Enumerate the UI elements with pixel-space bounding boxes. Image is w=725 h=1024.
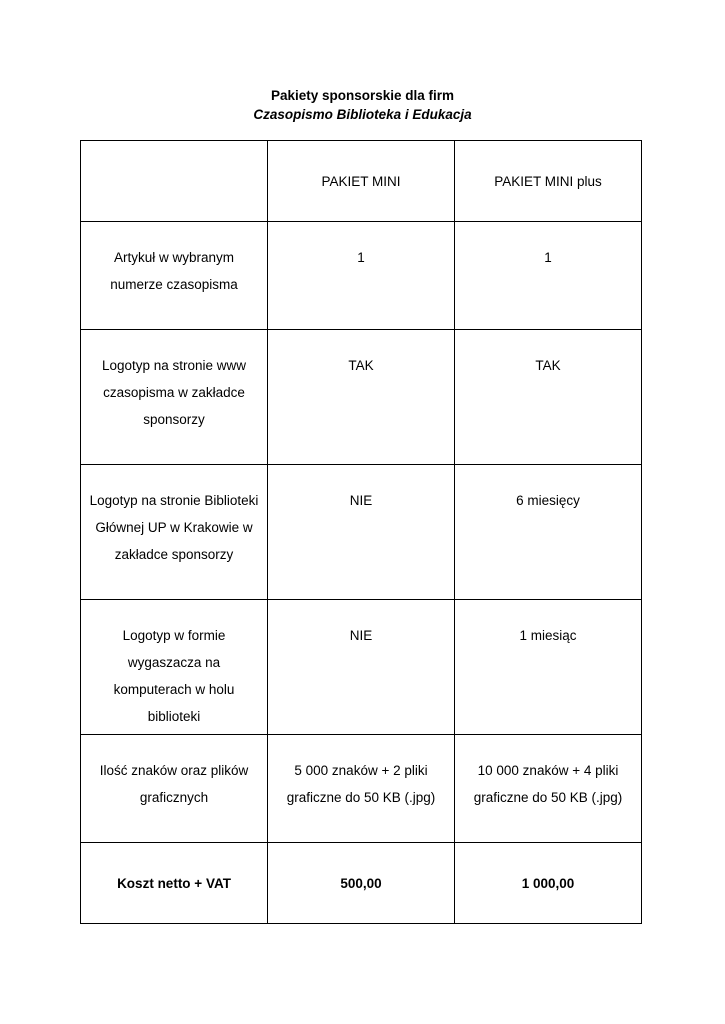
mini-value: 1	[357, 250, 365, 265]
cost-mini-plus-value: 1 000,00	[455, 843, 642, 924]
cost-mini-value: 500,00	[268, 843, 455, 924]
mini-value: NIE	[349, 493, 373, 508]
row-label: Ilość znaków oraz plików graficznych	[99, 763, 249, 805]
mini-plus-value: TAK	[535, 358, 561, 373]
mini-value: TAK	[348, 358, 374, 373]
mini-plus-value: 10 000 znaków + 4 pliki graficzne do 50 KB (.jpg)	[473, 763, 623, 805]
table-row	[81, 735, 642, 843]
sponsorship-packages-table	[80, 140, 642, 924]
mini-plus-value-cell	[455, 330, 642, 465]
document-title: Pakiety sponsorskie dla firm	[270, 88, 455, 103]
row-label: Logotyp na stronie www czasopisma w zakładce sponsorzy	[101, 358, 247, 427]
row-label-cell	[81, 330, 268, 465]
document-subtitle: Czasopismo Biblioteka i Edukacja	[253, 107, 472, 122]
row-label: Artykuł w wybranym numerze czasopisma	[110, 250, 238, 292]
mini-plus-value-cell	[455, 600, 642, 735]
mini-value-cell	[268, 600, 455, 735]
row-label: Logotyp na stronie Biblioteki Głównej UP w Krakowie w zakładce sponsorzy	[89, 493, 259, 562]
mini-plus-value-cell	[455, 465, 642, 600]
row-label-cell	[81, 222, 268, 330]
mini-value: NIE	[349, 628, 373, 643]
mini-plus-value: 6 miesięcy	[516, 493, 580, 508]
header-cell-pakiet-mini: PAKIET MINI	[268, 141, 455, 222]
row-label-cell	[81, 600, 268, 735]
mini-value-cell	[268, 222, 455, 330]
row-label: Logotyp w formie wygaszacza na komputerach w holu biblioteki	[113, 628, 235, 724]
table-row	[81, 330, 642, 465]
mini-plus-value-cell	[455, 222, 642, 330]
header-cell-pakiet-mini-plus: PAKIET MINI plus	[455, 141, 642, 222]
table-row	[81, 222, 642, 330]
mini-value: 5 000 znaków + 2 pliki graficzne do 50 KB (.jpg)	[286, 763, 436, 805]
mini-plus-value: 1	[544, 250, 552, 265]
table-header-row	[81, 141, 642, 222]
mini-value-cell	[268, 330, 455, 465]
cost-label: Koszt netto + VAT	[81, 843, 268, 924]
cost-row	[81, 843, 642, 924]
mini-plus-value-cell	[455, 735, 642, 843]
row-label-cell	[81, 465, 268, 600]
document-header	[0, 86, 725, 124]
mini-plus-value: 1 miesiąc	[519, 628, 577, 643]
header-cell-empty	[81, 141, 268, 222]
table-row	[81, 600, 642, 735]
mini-value-cell	[268, 735, 455, 843]
row-label-cell	[81, 735, 268, 843]
mini-value-cell	[268, 465, 455, 600]
table-row	[81, 465, 642, 600]
